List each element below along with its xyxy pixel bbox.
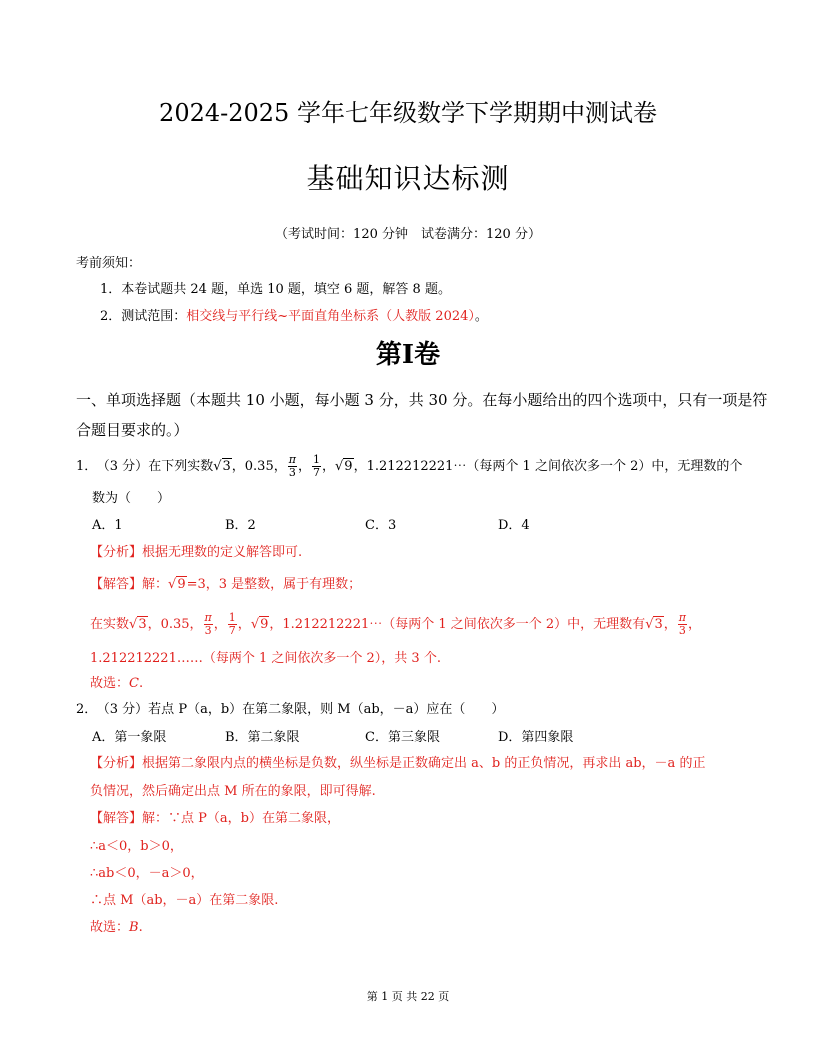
q2-solution-line3: ∴ab＜0，－a＞0，	[90, 866, 204, 881]
q2-answer: B	[129, 920, 139, 935]
fraction-pi-over-3: $\frac{\pi}{3}$	[678, 611, 687, 637]
notice-item-2-suffix: 。	[474, 309, 488, 324]
volume-title: 第Ⅰ卷	[375, 340, 441, 370]
q2-option-c: C．第三象限	[365, 730, 440, 745]
q2-conclusion: 故选：B.	[90, 920, 143, 935]
q1-solution-text: =3，3 是整数，属于有理数；	[186, 577, 362, 592]
fraction-1-over-7: $\frac{1}{7}$	[228, 611, 236, 637]
q1-solution-line3: 1.212212221……（每两个 1 之间依次多一个 2），共 3 个.	[90, 651, 441, 666]
analysis-tag: 【分析】	[90, 756, 143, 771]
sqrt-icon: √3	[213, 459, 231, 474]
notice-item-1: 1．本卷试题共 24 题，单选 10 题，填空 6 题，解答 8 题。	[100, 282, 451, 297]
q1-answer: C	[129, 676, 139, 691]
notice-heading: 考前须知：	[76, 256, 142, 271]
exam-title: 2024-2025 学年七年级数学下学期期中测试卷	[159, 99, 657, 127]
q2-option-d: D．第四象限	[498, 730, 574, 745]
q2-option-a: A．第一象限	[92, 730, 167, 745]
q1-radicand-9: 9	[344, 459, 353, 474]
q1-solution-line1: 【解答】解：√9=3，3 是整数，属于有理数；	[90, 574, 361, 596]
q1-radicand-3: 3	[222, 459, 231, 474]
q2-analysis-line2: 负情况，然后确定出点 M 所在的象限，即可得解.	[90, 784, 376, 799]
q1-stem-b: ，1.212212221⋯（每两个 1 之间依次多一个 2）中，无理数的个	[353, 459, 743, 474]
q2-solution-line1: 【解答】解：∵点 P（a，b）在第二象限，	[90, 811, 340, 826]
exam-time-info: （考试时间：120 分钟 试卷满分：120 分）	[275, 227, 541, 242]
q2-number: 2．	[76, 702, 98, 717]
q1-option-c: C．3	[365, 518, 397, 533]
solution-tag: 【解答】	[90, 811, 143, 826]
q1-solution-line2: 在实数√3，0.35， $\frac{\pi}{3}$ ， $\frac{1}{7}$ ，√9，1.212212221⋯（每两个 1 之间依次多一个 2）中，无理数有√3， $\frac{\pi}{3}$ ，	[90, 611, 702, 637]
solution-tag: 【解答】	[90, 577, 143, 592]
sqrt-icon: √9	[168, 577, 186, 592]
q2-stem-text: （3 分）若点 P（a，b）在第二象限，则 M（ab，－a）应在（ ）	[103, 702, 505, 717]
test-range: 相交线与平行线~平面直角坐标系（人教版 2024）	[186, 309, 475, 324]
q1-stem-a: 在下列实数	[148, 459, 214, 474]
sqrt-icon: √3	[645, 617, 663, 632]
section-heading-line1: 一、单项选择题（本题共 10 小题，每小题 3 分，共 30 分。在每小题给出的四个选项中，只有一项是符	[76, 391, 768, 409]
q2-analysis-line1	[90, 753, 705, 775]
q1-score: （3 分）	[103, 459, 149, 474]
q1-option-b: B．2	[225, 518, 256, 533]
q2-option-b: B．第二象限	[225, 730, 300, 745]
page-footer: 第 1 页 共 22 页	[366, 990, 450, 1003]
q2-solution-line4: ∴点 M（ab，－a）在第二象限.	[90, 893, 279, 908]
q1-option-a: A．1	[92, 518, 123, 533]
q2-stem	[76, 699, 504, 721]
fraction-1-over-7: $\frac{1}{7}$	[312, 453, 320, 479]
sqrt-icon: √3	[129, 617, 147, 632]
q2-analysis-text: 根据第二象限内点的横坐标是负数，纵坐标是正数确定出 a、b 的正负情况，再求出 ab，－a 的正	[142, 756, 706, 771]
analysis-tag: 【分析】	[90, 545, 143, 560]
fraction-pi-over-3: $\frac{\pi}{3}$	[288, 453, 296, 479]
q2-solution-line2: ∴a＜0，b＞0，	[90, 839, 183, 854]
q1-stem-line2: 数为（ ）	[92, 491, 171, 506]
q1-option-d: D．4	[498, 518, 530, 533]
q1-number: 1．	[76, 459, 98, 474]
fraction-pi-over-3: $\frac{\pi}{3}$	[204, 611, 212, 637]
q1-analysis-text: 根据无理数的定义解答即可.	[142, 545, 303, 560]
notice-item-2-prefix: 2．测试范围：	[100, 309, 187, 324]
q1-conclusion: 故选：C.	[90, 676, 144, 691]
sqrt-icon: √9	[335, 459, 353, 474]
notice-item-2	[100, 308, 488, 326]
q1-stem-line1: 1． （3 分）在下列实数√3，0.35， $\frac{\pi}{3}$ ， $\frac{1}{7}$ ，√9，1.212212221⋯（每两个 1 之间依次多一个 2）中，无理数的个	[76, 453, 743, 479]
q1-analysis	[90, 542, 302, 564]
section-heading-line2: 合题目要求的。）	[76, 421, 189, 439]
sqrt-icon: √9	[250, 617, 269, 632]
q1-value-035: ，0.35，	[231, 459, 287, 474]
exam-subtitle: 基础知识达标测	[306, 162, 510, 195]
